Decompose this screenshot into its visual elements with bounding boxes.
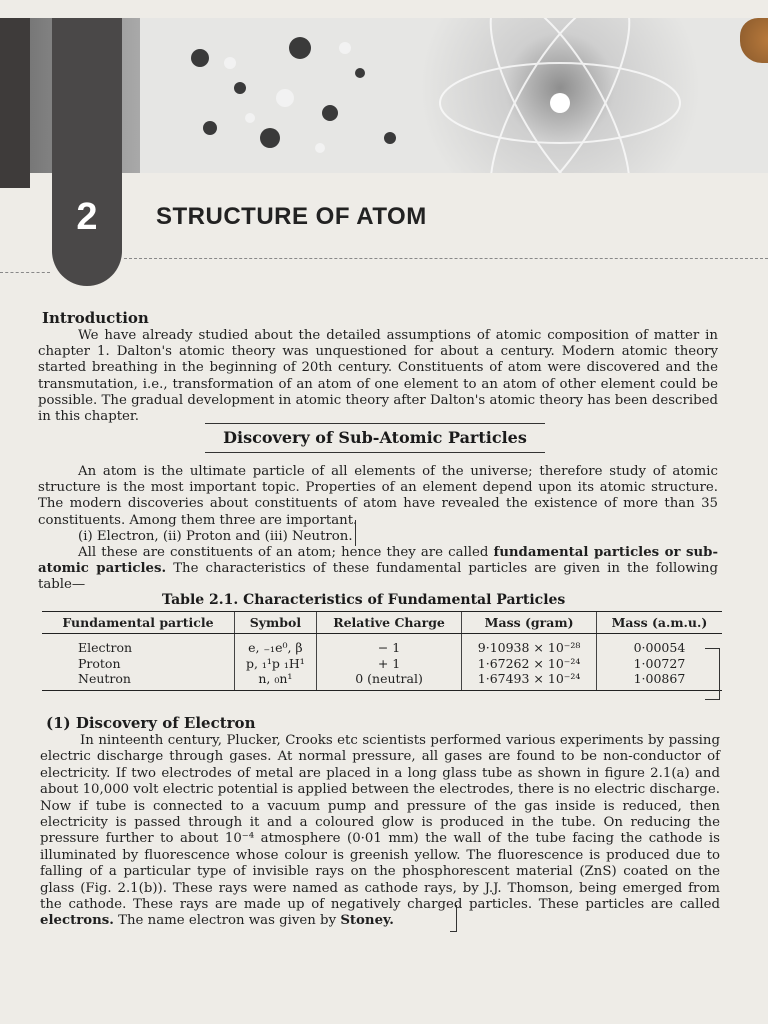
chapter-title: STRUCTURE OF ATOM bbox=[156, 203, 427, 230]
pencil-mark bbox=[355, 520, 356, 546]
table-cell: p, ₁¹p ₁H¹ bbox=[234, 656, 316, 672]
pencil-bracket bbox=[705, 648, 720, 700]
particles-table bbox=[42, 611, 722, 691]
fundamental-particles-text: All these are constituents of an atom; hence they are called fundamental particles or sub-atomic particles. The characteristics of these fundamental particles are given in the following table— bbox=[38, 545, 719, 593]
table-cell: Neutron bbox=[42, 671, 234, 690]
section-heading-discovery: Discovery of Sub-Atomic Particles bbox=[205, 423, 545, 453]
table-cell: 0 (neutral) bbox=[316, 671, 462, 690]
table-cell: 1·67493 × 10⁻²⁴ bbox=[462, 671, 597, 690]
table-cell: 9·10938 × 10⁻²⁸ bbox=[462, 634, 597, 656]
table-row bbox=[42, 634, 722, 656]
table-cell: 1·00727 bbox=[596, 656, 722, 672]
table-cell: + 1 bbox=[316, 656, 462, 672]
introduction-paragraph: We have already studied about the detailed assumptions of atomic composition of matter in chapter 1. Dalton's atomic theory was unquestioned for about a century. Modern atomic theory started breathing in the beginning of 20th century. Constituents of atom were discovered and the transmutation, i.e., transformation of an atom of one element to an atom of other element could be possible. The gradual development in atomic theory after Dalton's atomic theory has been described in this chapter. bbox=[38, 328, 718, 425]
electron-heading: (1) Discovery of Electron bbox=[46, 714, 256, 732]
table-cell: Proton bbox=[78, 655, 121, 671]
table-cell: Electron bbox=[78, 640, 133, 655]
pencil-mark bbox=[450, 905, 457, 932]
table-cell: e, ₋₁e⁰, β bbox=[234, 634, 316, 656]
side-tab bbox=[0, 18, 30, 188]
discovery-paragraph: An atom is the ultimate particle of all elements of the universe; therefore study of atomic structure is the most important topic. Properties of an element depend upon its atomic structure. The modern discoveries about constituents of atom have revealed the existence of more than 35 constituents. Among them three are important. (i) Electron, (ii) Proton and (iii) Neutron. All these are constituents of an atom; hence they are called fundamental particles or sub-atomic particles. The characteristics of these fundamental particles are given in the following table— bbox=[38, 464, 719, 593]
table-row bbox=[42, 656, 722, 672]
dashed-divider-left bbox=[0, 272, 50, 273]
table-title: Table 2.1. Characteristics of Fundamental Particles bbox=[162, 592, 566, 608]
chapter-block bbox=[52, 18, 122, 286]
table-cell: 1·67262 × 10⁻²⁴ bbox=[462, 656, 597, 672]
table-row bbox=[42, 671, 722, 690]
table-header: Fundamental particle bbox=[42, 612, 234, 634]
table-cell: 0·00054 bbox=[596, 634, 722, 656]
table-cell: − 1 bbox=[316, 634, 462, 656]
table-header: Mass (a.m.u.) bbox=[596, 612, 722, 634]
dashed-divider bbox=[124, 258, 768, 259]
particle-list: (i) Electron, (ii) Proton and (iii) Neutron. bbox=[78, 528, 353, 544]
table-header: Symbol bbox=[234, 612, 316, 634]
table-header: Mass (gram) bbox=[462, 612, 597, 634]
electron-paragraph: In ninteenth century, Plucker, Crooks etc scientists performed various experiments by passing electric discharge through gases. At normal pressure, all gases are found to be non-conductor of electricity. If two electrodes of metal are placed in a long glass tube as shown in figure 2.1(a) and about 10,000 volt electric potential is applied between the electrodes, there is no electric discharge. Now if tube is connected to a vacuum pump and pressure of the gas inside is reduced, then electricity is passed through it and a coloured glow is produced in the tube. On reducing the pressure further to about 10⁻⁴ atmosphere (0·01 mm) the wall of the tube facing the cathode is illuminated by fluorescence whose colour is greenish yellow. The fluorescence is produced due to falling of a particular type of invisible rays on the phosphorescent material (ZnS) coated on the glass (Fig. 2.1(b)). These rays were named as cathode rays, by J.J. Thomson, being emerged from the cathode. These rays are made up of negatively charged particles. These particles are called electrons. The name electron was given by Stoney. bbox=[40, 733, 720, 929]
introduction-heading: Introduction bbox=[42, 309, 149, 327]
table-cell: n, ₀n¹ bbox=[234, 671, 316, 690]
table-header-row bbox=[42, 612, 722, 634]
table-cell: 1·00867 bbox=[596, 671, 722, 690]
table-header: Relative Charge bbox=[316, 612, 462, 634]
chapter-number: 2 bbox=[76, 196, 98, 238]
